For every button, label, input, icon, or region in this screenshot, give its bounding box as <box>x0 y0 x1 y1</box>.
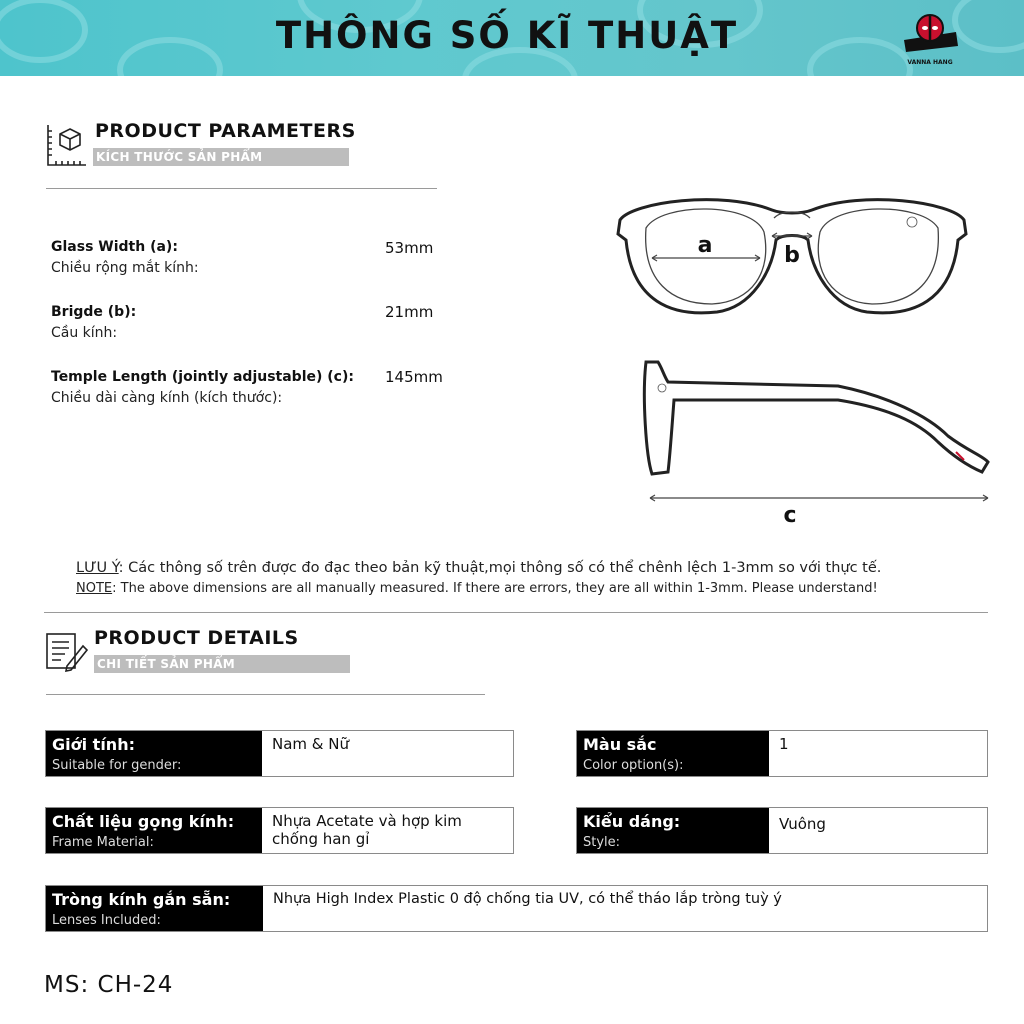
style-key <box>577 808 769 853</box>
note-vi <box>76 560 881 576</box>
style-title: Kiểu dáng: <box>583 812 681 831</box>
divider <box>46 694 485 695</box>
glass-width-label: Glass Width (a): <box>51 239 178 255</box>
lenses-title: Tròng kính gắn sẵn: <box>52 890 231 909</box>
note-en-text: : The above dimensions are all manually measured. If there are errors, they are all within 1-3mm. Please understand! <box>112 581 878 596</box>
divider <box>46 188 437 189</box>
note-en <box>76 581 878 596</box>
temple-length-value: 145mm <box>385 368 443 386</box>
product-code-label: MS: <box>44 972 90 998</box>
style-row <box>576 807 988 854</box>
color-title: Màu sắc <box>583 735 657 754</box>
gender-row <box>45 730 514 777</box>
bridge-label: Brigde (b): <box>51 304 137 320</box>
page-title: THÔNG SỐ KĨ THUẬT <box>275 14 739 57</box>
parameters-title: PRODUCT PARAMETERS <box>95 120 356 142</box>
material-value <box>272 812 462 848</box>
document-pencil-icon <box>45 632 89 672</box>
material-title: Chất liệu gọng kính: <box>52 812 235 831</box>
glass-width-label-vi: Chiều rộng mắt kính: <box>51 260 199 276</box>
material-key <box>46 808 262 853</box>
glasses-front-diagram <box>612 192 972 322</box>
diagram-label-c: c <box>783 503 797 526</box>
lenses-row <box>45 885 988 932</box>
product-code-value: CH-24 <box>97 972 174 998</box>
details-subtitle: CHI TIẾT SẢN PHẨM <box>94 655 350 673</box>
bridge-label-vi: Cầu kính: <box>51 325 118 341</box>
material-sub: Frame Material: <box>52 835 154 850</box>
lenses-value: Nhựa High Index Plastic 0 độ chống tia UV, có thể tháo lắp tròng tuỳ ý <box>273 891 782 907</box>
gender-title: Giới tính: <box>52 735 135 754</box>
glass-width-value: 53mm <box>385 239 434 257</box>
lenses-sub: Lenses Included: <box>52 913 161 928</box>
color-value: 1 <box>779 735 789 753</box>
temple-length-label: Temple Length (jointly adjustable) (c): <box>51 369 354 385</box>
glasses-side-diagram <box>638 356 994 526</box>
note-en-prefix: NOTE <box>76 581 113 596</box>
gender-sub: Suitable for gender: <box>52 758 182 773</box>
diagram-label-a: a <box>697 233 713 258</box>
gender-key <box>46 731 262 776</box>
material-value-line1: Nhựa Acetate và hợp kim <box>272 812 462 830</box>
temple-length-label-vi: Chiều dài càng kính (kích thước): <box>51 390 283 406</box>
color-row <box>576 730 988 777</box>
bridge-value: 21mm <box>385 303 434 321</box>
diagram-label-b: b <box>784 243 800 268</box>
note-vi-text: : Các thông số trên được đo đạc theo bản kỹ thuật,mọi thông số có thể chênh lệch 1-3mm so với thực tế. <box>118 560 882 576</box>
ruler-box-icon <box>46 123 88 167</box>
color-sub: Color option(s): <box>583 758 684 773</box>
style-sub: Style: <box>583 835 621 850</box>
note-vi-prefix: LƯU Ý <box>76 560 119 576</box>
material-value-line2: chống han gỉ <box>272 830 370 848</box>
material-row <box>45 807 514 854</box>
color-key <box>577 731 769 776</box>
style-value: Vuông <box>779 815 826 833</box>
deadpool-mascot-icon <box>900 6 960 68</box>
lenses-key <box>46 886 263 931</box>
parameters-subtitle: KÍCH THƯỚC SẢN PHẨM <box>93 148 349 166</box>
details-title: PRODUCT DETAILS <box>94 627 299 649</box>
logo-text: VANNA HANG <box>907 59 953 66</box>
product-code <box>44 972 173 998</box>
gender-value: Nam & Nữ <box>272 735 349 753</box>
divider <box>44 612 988 613</box>
header-banner <box>0 0 1024 76</box>
